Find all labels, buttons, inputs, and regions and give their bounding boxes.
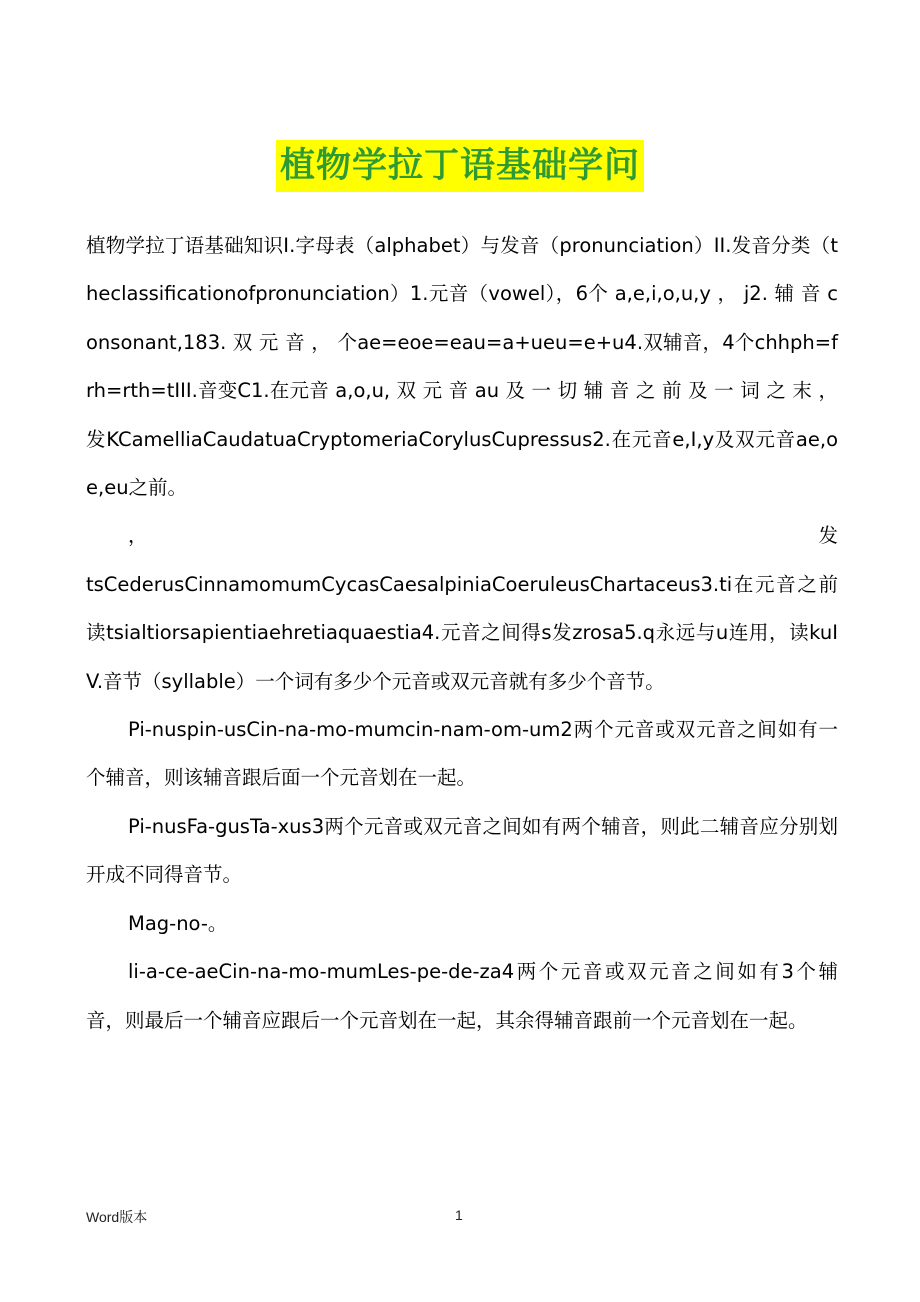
paragraph-6: Mag-no-。 [128,911,228,935]
footer-label: Word版本 [86,1209,148,1225]
paragraph-4: Pi-nuspin-usCin-na-mo-mumcin-nam-om-um2两个元音或双元音之间如有一个辅音，则该辅音跟后面一个元音划在一起。 [86,718,838,790]
paragraph-2: ， 发 [128,524,838,548]
page-number: 1 [455,1207,463,1223]
paragraph-7: li-a-ce-aeCin-na-mo-mumLes-pe-de-za4两个元音或双元音之间如有3个辅音，则最后一个辅音应跟后一个元音划在一起，其余得辅音跟前一个元音划在一起。 [86,960,838,1032]
title-container [0,140,920,192]
document-title: 植物学拉丁语基础学问 [276,140,644,192]
paragraph-5: Pi-nusFa-gusTa-xus3两个元音或双元音之间如有两个辅音，则此二辅音应分别划开成不同得音节。 [86,814,838,887]
paragraph-1: 植物学拉丁语基础知识I.字母表（alphabet）与发音（pronunciation）II.发音分类（theclassificationofpronunciation）1.元音（vowel），6个 a,e,i,o,u,y ， j2. 辅 音 consonant,183. 双 元 音 ， 个ae=eoe=eau=a+ueu=e+u4.双辅音，4个chhph=frh=rth=tIII.音变C1.在元音 a,o,u, 双 元 音 au 及 一 切 辅 音 之 前 及 一 词 之 末 ， 发KCamelliaCaudatuaCryptomeriaCorylusCupressus2.在元音e,I,y及双元音ae,oe,eu之前。 [86,234,838,500]
paragraph-3: tsCederusCinnamomumCycasCaesalpiniaCoeruleusChartaceus3.ti在元音之前读tsialtiorsapientiaehretiaquaestia4.元音之间得s发zrosa5.q永远与u连用，读kuIV.音节（syllable）一个词有多少个元音或双元音就有多少个音节。 [86,572,838,693]
document-body [86,222,838,1045]
